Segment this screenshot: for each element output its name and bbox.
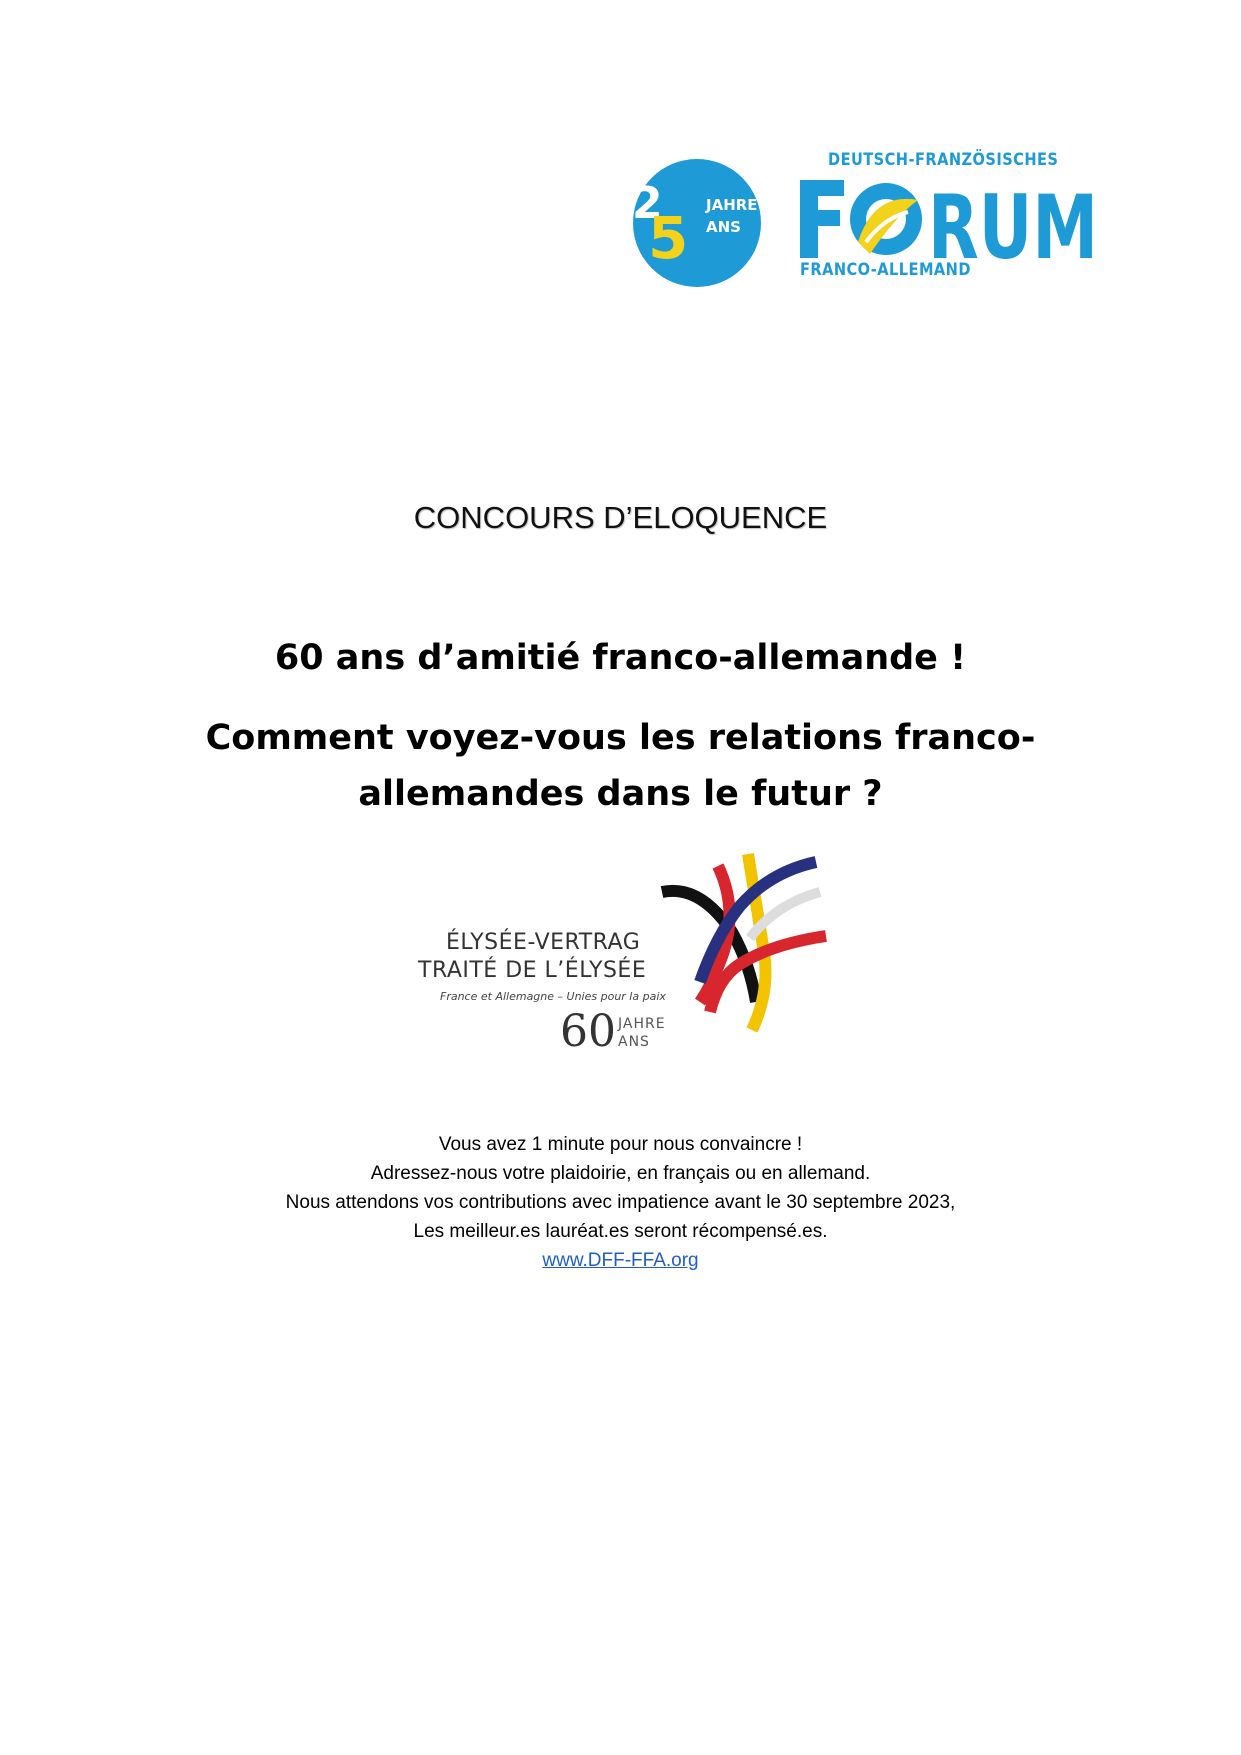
forum-wordmark	[800, 148, 1100, 288]
website-link[interactable]: www.DFF-FFA.org	[542, 1250, 699, 1271]
contest-kicker: CONCOURS D’ELOQUENCE	[413, 500, 828, 535]
org-name-bottom: FRANCO-ALLEMAND	[800, 260, 971, 280]
headline-line-3: allemandes dans le futur ?	[358, 774, 883, 814]
elysee-treaty-logo	[400, 838, 840, 1070]
body-line-1: Vous avez 1 minute pour nous convaincre !	[438, 1134, 803, 1155]
headline-line-1: 60 ans d’amitié franco-allemande !	[274, 638, 967, 678]
elysee-anniversary-number: 60	[560, 1006, 616, 1057]
forum-letters-rum: RUM	[928, 176, 1098, 279]
body-line-3: Nous attendons vos contributions avec impatience avant le 30 septembre 2023,	[285, 1192, 956, 1213]
flag-ribbons-icon	[660, 852, 830, 1032]
elysee-ans: ANS	[618, 1034, 650, 1050]
anniversary-ans: ANS	[706, 218, 741, 236]
body-line-4: Les meilleur.es lauréat.es seront récompensé.es.	[413, 1221, 828, 1242]
elysee-tagline: France et Allemagne – Unies pour la paix	[440, 990, 666, 1003]
org-name-top: DEUTSCH-FRANZÖSISCHES	[828, 150, 1059, 170]
anniversary-badge-icon	[630, 156, 764, 290]
body-line-2: Adressez-nous votre plaidoirie, en français ou en allemand.	[370, 1163, 871, 1184]
headline-line-2: Comment voyez-vous les relations franco-	[205, 718, 1036, 758]
elysee-line-fr: TRAITÉ DE L’ÉLYSÉE	[418, 958, 647, 983]
elysee-jahre: JAHRE	[618, 1016, 666, 1032]
anniversary-number-5: 5	[648, 204, 689, 272]
anniversary-jahre: JAHRE	[706, 196, 758, 214]
elysee-line-de: ÉLYSÉE-VERTRAG	[446, 930, 641, 955]
anniversary-number-2: 2	[632, 178, 663, 229]
header-logo	[630, 148, 1100, 288]
website-link-line	[0, 1250, 1241, 1272]
